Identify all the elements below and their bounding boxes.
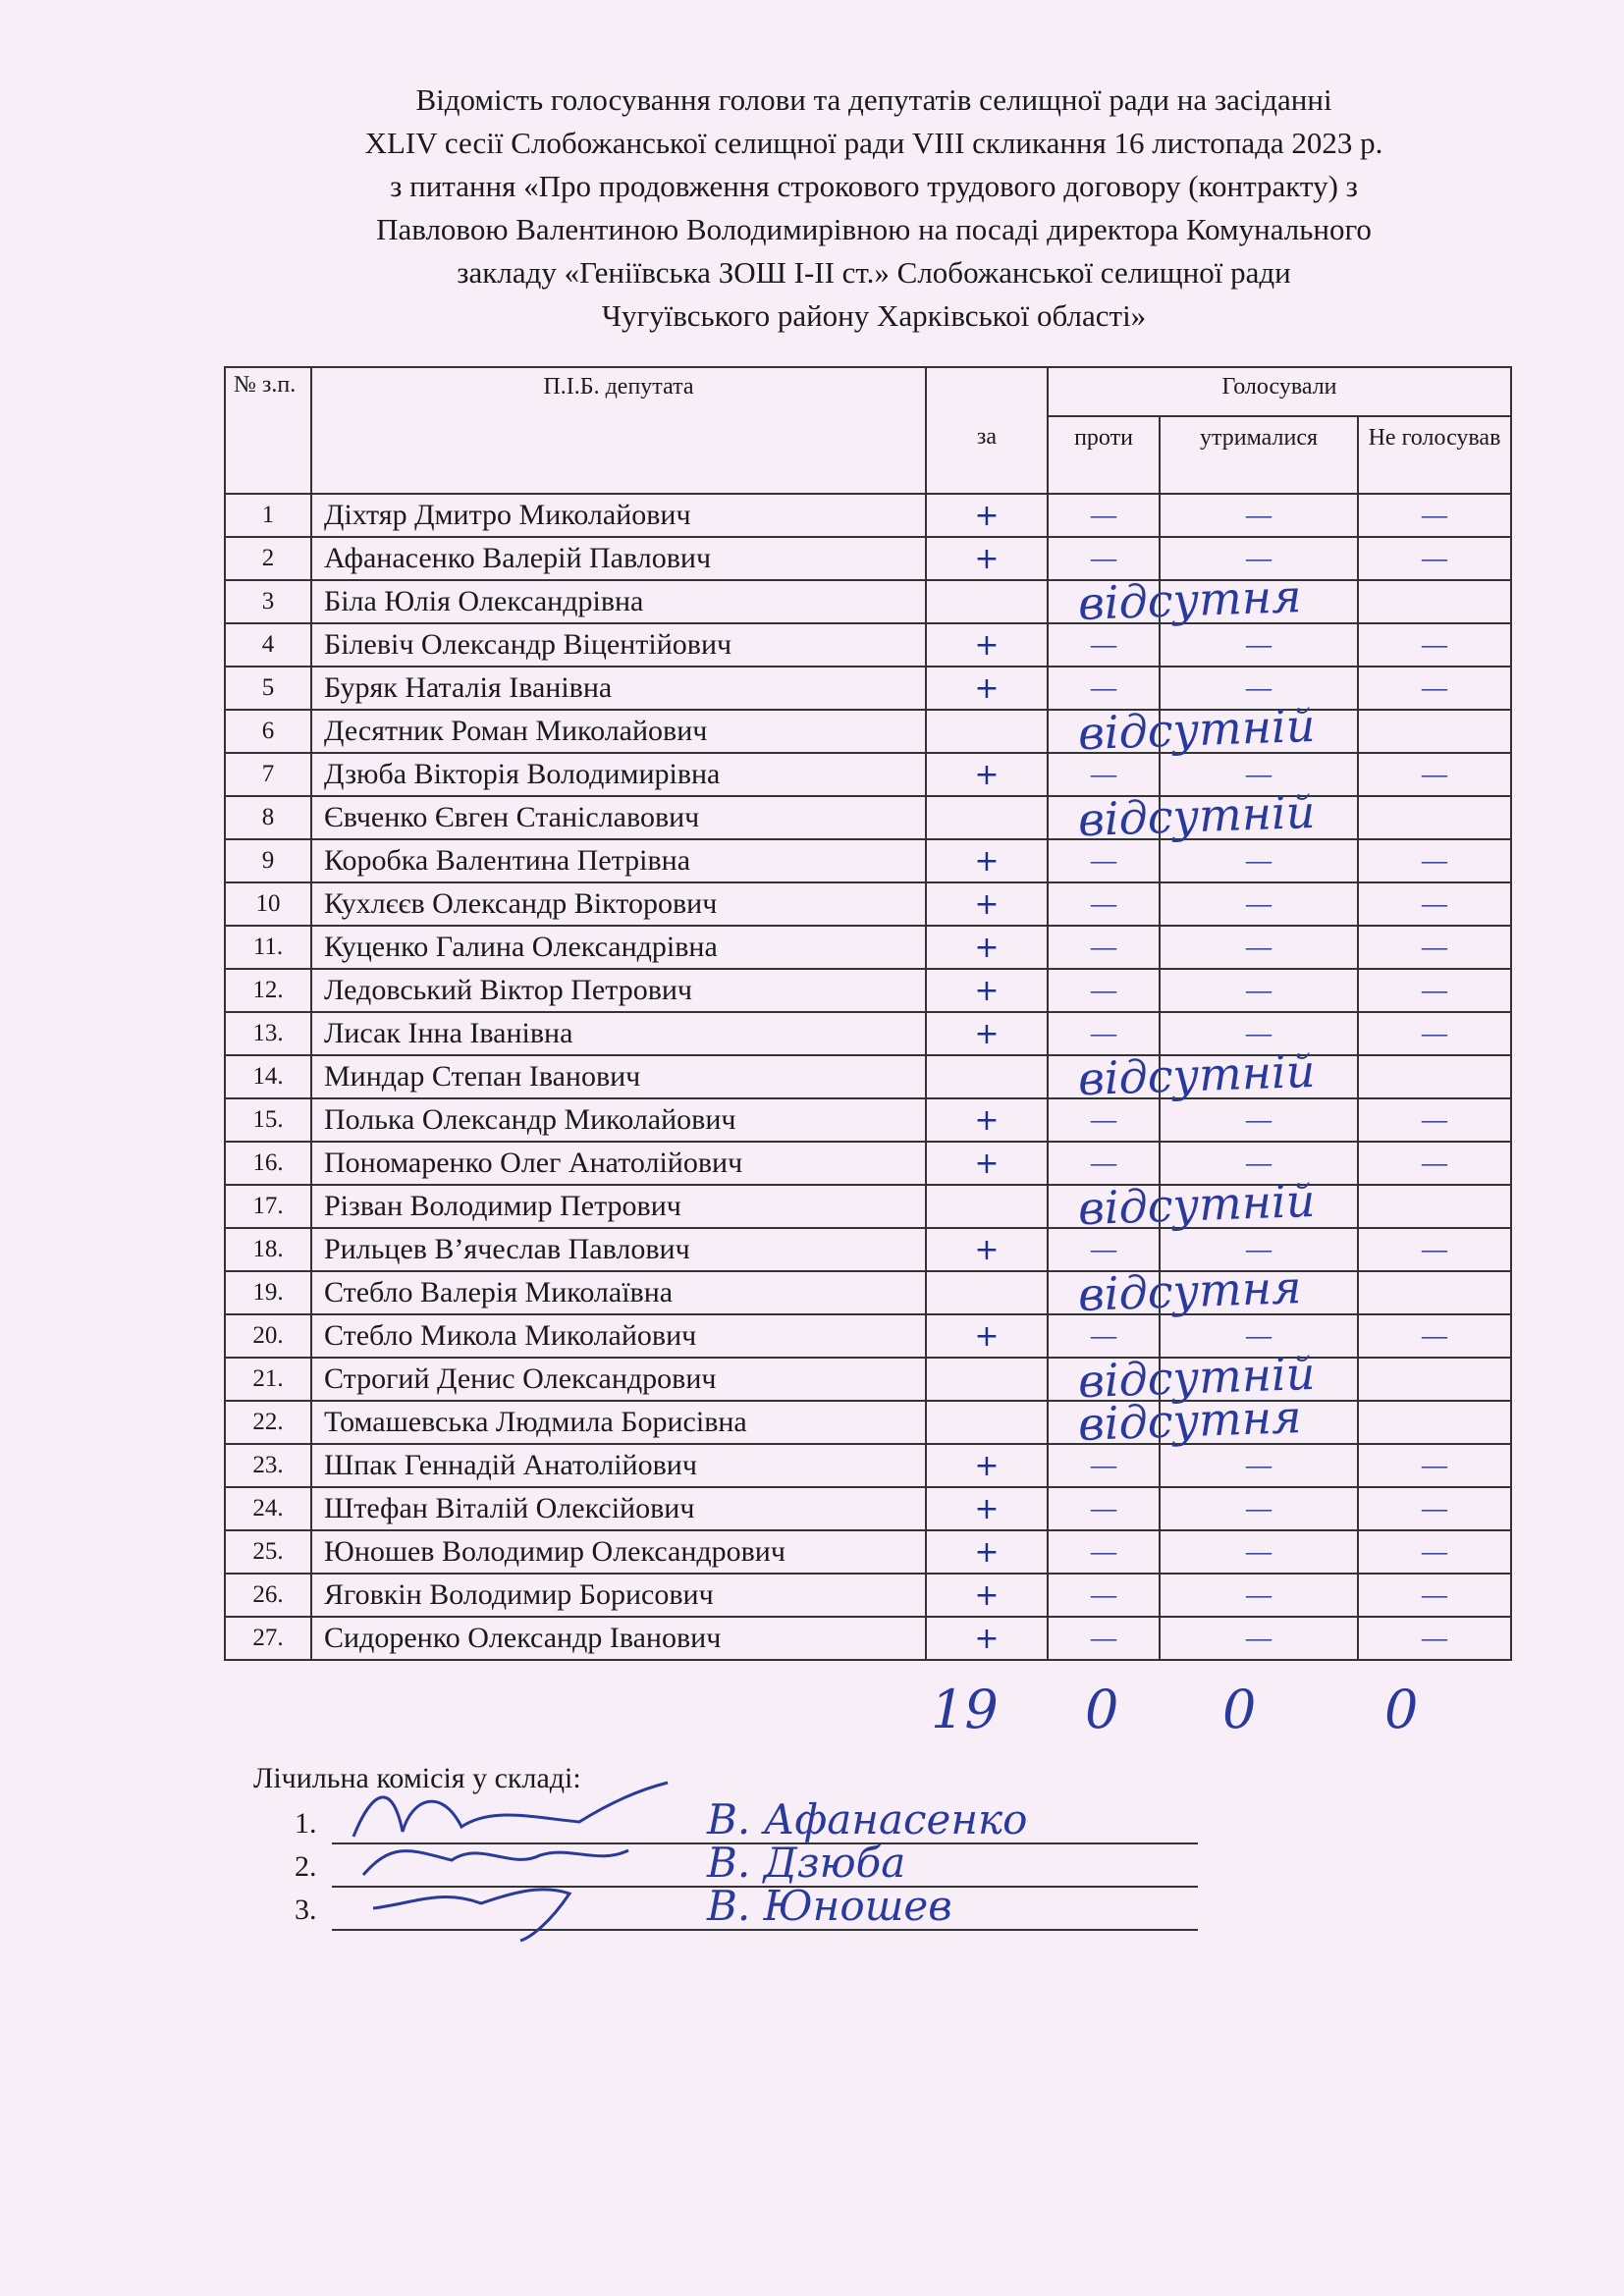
row-number: 11. bbox=[225, 926, 311, 969]
vote-against-cell: — bbox=[1048, 1574, 1160, 1617]
row-number: 25. bbox=[225, 1530, 311, 1574]
vote-for-cell: + bbox=[926, 753, 1048, 796]
deputy-name: Штефан Віталій Олексійович bbox=[311, 1487, 926, 1530]
vote-abstained-cell bbox=[1160, 1271, 1358, 1314]
vote-abstained-cell: — bbox=[1160, 882, 1358, 926]
deputy-name: Яговкін Володимир Борисович bbox=[311, 1574, 926, 1617]
row-number: 7 bbox=[225, 753, 311, 796]
vote-for-cell: + bbox=[926, 1012, 1048, 1055]
absent-note: відсутній bbox=[1077, 1346, 1317, 1409]
vote-against-cell bbox=[1048, 569, 1303, 630]
vote-not-voted-cell: — bbox=[1358, 1487, 1511, 1530]
absent-note: відсутній bbox=[1077, 1043, 1317, 1106]
vote-abstained-cell: — bbox=[1160, 1314, 1358, 1358]
header-num: № з.п. bbox=[225, 367, 311, 494]
deputy-name: Томашевська Людмила Борисівна bbox=[311, 1401, 926, 1444]
row-number: 12. bbox=[225, 969, 311, 1012]
row-number: 23. bbox=[225, 1444, 311, 1487]
header-against: проти bbox=[1048, 416, 1160, 494]
vote-against-cell: — bbox=[1048, 667, 1160, 710]
table-row bbox=[225, 1271, 1511, 1314]
vote-not-voted-cell: — bbox=[1358, 667, 1511, 710]
table-row bbox=[225, 1617, 1511, 1660]
table-row bbox=[225, 839, 1511, 882]
vote-for-cell: + bbox=[926, 926, 1048, 969]
deputy-name: Сидоренко Олександр Іванович bbox=[311, 1617, 926, 1660]
vote-for-cell bbox=[926, 1055, 1048, 1098]
vote-abstained-cell bbox=[1160, 1401, 1358, 1444]
table-row bbox=[225, 1185, 1511, 1228]
vote-against-cell: — bbox=[1048, 494, 1160, 537]
total-abstained: 0 bbox=[1222, 1679, 1257, 1740]
table-row bbox=[225, 1444, 1511, 1487]
document-title bbox=[226, 79, 1522, 338]
row-number: 8 bbox=[225, 796, 311, 839]
vote-for-cell: + bbox=[926, 537, 1048, 580]
vote-for-cell bbox=[926, 710, 1048, 753]
vote-not-voted-cell bbox=[1358, 1185, 1511, 1228]
deputy-name: Білевіч Олександр Віцентійович bbox=[311, 623, 926, 667]
deputy-name: Стебло Валерія Миколаївна bbox=[311, 1271, 926, 1314]
vote-for-cell: + bbox=[926, 667, 1048, 710]
header-blank bbox=[926, 367, 1048, 416]
member-name: В. Дзюба bbox=[707, 1839, 906, 1887]
header-abstained: утрималися bbox=[1160, 416, 1358, 494]
vote-not-voted-cell: — bbox=[1358, 1314, 1511, 1358]
total-for: 19 bbox=[931, 1679, 999, 1740]
table-row bbox=[225, 494, 1511, 537]
title-line: Відомість голосування голови та депутатів селищної ради на засіданні bbox=[415, 82, 1332, 117]
deputy-name: Діхтяр Дмитро Миколайович bbox=[311, 494, 926, 537]
table-row bbox=[225, 1142, 1511, 1185]
vote-against-cell: — bbox=[1048, 623, 1160, 667]
vote-not-voted-cell bbox=[1358, 1401, 1511, 1444]
table-row bbox=[225, 1574, 1511, 1617]
absent-note: відсутня bbox=[1077, 569, 1303, 630]
row-number: 22. bbox=[225, 1401, 311, 1444]
table-row bbox=[225, 1055, 1511, 1098]
member-index: 3. bbox=[295, 1894, 317, 1926]
vote-for-cell: + bbox=[926, 1487, 1048, 1530]
vote-not-voted-cell bbox=[1358, 1358, 1511, 1401]
vote-not-voted-cell: — bbox=[1358, 753, 1511, 796]
vote-against-cell: — bbox=[1048, 839, 1160, 882]
vote-for-cell: + bbox=[926, 882, 1048, 926]
vote-against-cell bbox=[1048, 1043, 1317, 1106]
absent-note: відсутній bbox=[1077, 698, 1317, 761]
vote-not-voted-cell bbox=[1358, 796, 1511, 839]
row-number: 17. bbox=[225, 1185, 311, 1228]
vote-not-voted-cell: — bbox=[1358, 1617, 1511, 1660]
deputy-name: Кухлєєв Олександр Вікторович bbox=[311, 882, 926, 926]
vote-not-voted-cell: — bbox=[1358, 839, 1511, 882]
header-not-voted: Не голосував bbox=[1358, 416, 1511, 494]
vote-for-cell: + bbox=[926, 1574, 1048, 1617]
table-row bbox=[225, 1314, 1511, 1358]
table-row bbox=[225, 753, 1511, 796]
absent-note: відсутній bbox=[1077, 784, 1317, 847]
vote-against-cell: — bbox=[1048, 537, 1160, 580]
row-number: 13. bbox=[225, 1012, 311, 1055]
vote-not-voted-cell bbox=[1358, 580, 1511, 623]
deputy-name: Лисак Інна Іванівна bbox=[311, 1012, 926, 1055]
deputy-name: Біла Юлія Олександрівна bbox=[311, 580, 926, 623]
vote-against-cell bbox=[1048, 1390, 1303, 1451]
vote-not-voted-cell bbox=[1358, 710, 1511, 753]
vote-abstained-cell: — bbox=[1160, 537, 1358, 580]
vote-not-voted-cell: — bbox=[1358, 1228, 1511, 1271]
deputy-name: Пономаренко Олег Анатолійович bbox=[311, 1142, 926, 1185]
vote-against-cell: — bbox=[1048, 1530, 1160, 1574]
row-number: 5 bbox=[225, 667, 311, 710]
vote-for-cell: + bbox=[926, 623, 1048, 667]
vote-against-cell bbox=[1048, 698, 1317, 761]
vote-abstained-cell: — bbox=[1160, 1228, 1358, 1271]
vote-abstained-cell bbox=[1160, 1055, 1358, 1098]
header-voted: Голосували bbox=[1048, 367, 1511, 416]
deputy-name: Юношев Володимир Олександрович bbox=[311, 1530, 926, 1574]
vote-abstained-cell bbox=[1160, 580, 1358, 623]
vote-not-voted-cell: — bbox=[1358, 882, 1511, 926]
table-row bbox=[225, 580, 1511, 623]
table-row bbox=[225, 969, 1511, 1012]
absent-note: відсутня bbox=[1077, 1260, 1303, 1321]
vote-abstained-cell: — bbox=[1160, 1098, 1358, 1142]
vote-abstained-cell: — bbox=[1160, 1530, 1358, 1574]
absent-note: відсутній bbox=[1077, 1173, 1317, 1236]
deputy-name: Дзюба Вікторія Володимирівна bbox=[311, 753, 926, 796]
table-row bbox=[225, 926, 1511, 969]
vote-for-cell bbox=[926, 796, 1048, 839]
vote-abstained-cell bbox=[1160, 710, 1358, 753]
vote-abstained-cell: — bbox=[1160, 926, 1358, 969]
title-line: закладу «Генiївська ЗОШ I-II ст.» Слобожанської селищної ради bbox=[457, 255, 1291, 290]
vote-not-voted-cell: — bbox=[1358, 494, 1511, 537]
row-number: 3 bbox=[225, 580, 311, 623]
member-index: 2. bbox=[295, 1850, 317, 1883]
row-number: 14. bbox=[225, 1055, 311, 1098]
row-number: 10 bbox=[225, 882, 311, 926]
table-row bbox=[225, 623, 1511, 667]
vote-abstained-cell bbox=[1160, 796, 1358, 839]
vote-abstained-cell: — bbox=[1160, 969, 1358, 1012]
vote-against-cell: — bbox=[1048, 1228, 1160, 1271]
vote-not-voted-cell: — bbox=[1358, 623, 1511, 667]
vote-not-voted-cell bbox=[1358, 1055, 1511, 1098]
row-number: 16. bbox=[225, 1142, 311, 1185]
member-index: 1. bbox=[295, 1807, 317, 1840]
table-row bbox=[225, 1228, 1511, 1271]
vote-against-cell: — bbox=[1048, 1012, 1160, 1055]
title-line: XLIV сесії Слобожанської селищної ради VIII скликання 16 листопада 2023 р. bbox=[364, 126, 1383, 160]
vote-for-cell: + bbox=[926, 1444, 1048, 1487]
vote-not-voted-cell: — bbox=[1358, 969, 1511, 1012]
vote-for-cell bbox=[926, 1358, 1048, 1401]
vote-for-cell: + bbox=[926, 1617, 1048, 1660]
vote-against-cell: — bbox=[1048, 1487, 1160, 1530]
row-number: 27. bbox=[225, 1617, 311, 1660]
vote-against-cell: — bbox=[1048, 969, 1160, 1012]
table-row bbox=[225, 1401, 1511, 1444]
row-number: 9 bbox=[225, 839, 311, 882]
vote-against-cell bbox=[1048, 1260, 1303, 1321]
vote-abstained-cell: — bbox=[1160, 839, 1358, 882]
table-row bbox=[225, 1530, 1511, 1574]
vote-for-cell: + bbox=[926, 969, 1048, 1012]
voting-table bbox=[224, 366, 1512, 1661]
vote-abstained-cell: — bbox=[1160, 667, 1358, 710]
table-row bbox=[225, 882, 1511, 926]
vote-abstained-cell: — bbox=[1160, 1487, 1358, 1530]
title-line: з питання «Про продовження строкового трудового договору (контракту) з bbox=[390, 169, 1358, 203]
vote-not-voted-cell bbox=[1358, 1271, 1511, 1314]
deputy-name: Строгий Денис Олександрович bbox=[311, 1358, 926, 1401]
deputy-name: Афанасенко Валерій Павлович bbox=[311, 537, 926, 580]
table-row bbox=[225, 667, 1511, 710]
deputy-name: Рильцев В’ячеслав Павлович bbox=[311, 1228, 926, 1271]
title-line: Павловою Валентиною Володимирівною на посаді директора Комунального bbox=[376, 212, 1372, 246]
title-line: Чугуївського району Харківської області» bbox=[601, 298, 1147, 333]
deputy-name: Коробка Валентина Петрівна bbox=[311, 839, 926, 882]
row-number: 21. bbox=[225, 1358, 311, 1401]
member-name: В. Юношев bbox=[707, 1882, 952, 1930]
vote-for-cell: + bbox=[926, 494, 1048, 537]
table-row bbox=[225, 1358, 1511, 1401]
vote-abstained-cell: — bbox=[1160, 1617, 1358, 1660]
vote-against-cell: — bbox=[1048, 753, 1160, 796]
table-row bbox=[225, 796, 1511, 839]
header-name: П.І.Б. депутата bbox=[311, 367, 926, 494]
vote-not-voted-cell: — bbox=[1358, 537, 1511, 580]
vote-for-cell bbox=[926, 1401, 1048, 1444]
vote-for-cell: + bbox=[926, 1228, 1048, 1271]
vote-abstained-cell: — bbox=[1160, 623, 1358, 667]
vote-against-cell: — bbox=[1048, 882, 1160, 926]
vote-against-cell: — bbox=[1048, 1142, 1160, 1185]
deputy-name: Куценко Галина Олександрівна bbox=[311, 926, 926, 969]
row-number: 4 bbox=[225, 623, 311, 667]
vote-against-cell: — bbox=[1048, 926, 1160, 969]
deputy-name: Буряк Наталія Іванівна bbox=[311, 667, 926, 710]
vote-abstained-cell: — bbox=[1160, 1444, 1358, 1487]
vote-against-cell bbox=[1048, 1346, 1317, 1409]
deputy-name: Десятник Роман Миколайович bbox=[311, 710, 926, 753]
vote-not-voted-cell: — bbox=[1358, 1574, 1511, 1617]
vote-against-cell: — bbox=[1048, 1617, 1160, 1660]
vote-for-cell: + bbox=[926, 839, 1048, 882]
deputy-name: Ледовський Віктор Петрович bbox=[311, 969, 926, 1012]
deputy-name: Стебло Микола Миколайович bbox=[311, 1314, 926, 1358]
vote-for-cell bbox=[926, 1271, 1048, 1314]
row-number: 1 bbox=[225, 494, 311, 537]
row-number: 6 bbox=[225, 710, 311, 753]
deputy-name: Шпак Геннадій Анатолійович bbox=[311, 1444, 926, 1487]
vote-not-voted-cell: — bbox=[1358, 1142, 1511, 1185]
vote-not-voted-cell: — bbox=[1358, 1012, 1511, 1055]
table-row bbox=[225, 1012, 1511, 1055]
header-for: за bbox=[926, 416, 1048, 494]
vote-abstained-cell: — bbox=[1160, 1142, 1358, 1185]
vote-abstained-cell: — bbox=[1160, 494, 1358, 537]
vote-abstained-cell: — bbox=[1160, 1574, 1358, 1617]
vote-for-cell: + bbox=[926, 1314, 1048, 1358]
deputy-name: Різван Володимир Петрович bbox=[311, 1185, 926, 1228]
vote-abstained-cell: — bbox=[1160, 1012, 1358, 1055]
absent-note: відсутня bbox=[1077, 1390, 1303, 1451]
row-number: 18. bbox=[225, 1228, 311, 1271]
row-number: 2 bbox=[225, 537, 311, 580]
deputy-name: Полька Олександр Миколайович bbox=[311, 1098, 926, 1142]
total-against: 0 bbox=[1085, 1679, 1119, 1740]
vote-not-voted-cell: — bbox=[1358, 1444, 1511, 1487]
signature-scribble bbox=[334, 1864, 687, 1943]
vote-against-cell: — bbox=[1048, 1444, 1160, 1487]
total-not-voted: 0 bbox=[1384, 1679, 1419, 1740]
vote-abstained-cell bbox=[1160, 1358, 1358, 1401]
vote-not-voted-cell: — bbox=[1358, 926, 1511, 969]
row-number: 19. bbox=[225, 1271, 311, 1314]
deputy-name: Євченко Євген Станіславович bbox=[311, 796, 926, 839]
commission-member bbox=[295, 1882, 1198, 1931]
vote-against-cell bbox=[1048, 1173, 1317, 1236]
row-number: 20. bbox=[225, 1314, 311, 1358]
vote-not-voted-cell: — bbox=[1358, 1530, 1511, 1574]
vote-for-cell: + bbox=[926, 1530, 1048, 1574]
vote-against-cell bbox=[1048, 784, 1317, 847]
table-row bbox=[225, 537, 1511, 580]
vote-for-cell: + bbox=[926, 1142, 1048, 1185]
row-number: 26. bbox=[225, 1574, 311, 1617]
row-number: 24. bbox=[225, 1487, 311, 1530]
row-number: 15. bbox=[225, 1098, 311, 1142]
deputy-name: Миндар Степан Іванович bbox=[311, 1055, 926, 1098]
vote-abstained-cell bbox=[1160, 1185, 1358, 1228]
member-name: В. Афанасенко bbox=[707, 1795, 1028, 1843]
table-row bbox=[225, 1098, 1511, 1142]
table-row bbox=[225, 710, 1511, 753]
vote-for-cell bbox=[926, 580, 1048, 623]
vote-against-cell: — bbox=[1048, 1098, 1160, 1142]
vote-abstained-cell: — bbox=[1160, 753, 1358, 796]
commission-label: Лічильна комісія у складі: bbox=[253, 1762, 581, 1794]
vote-for-cell bbox=[926, 1185, 1048, 1228]
vote-not-voted-cell: — bbox=[1358, 1098, 1511, 1142]
vote-for-cell: + bbox=[926, 1098, 1048, 1142]
vote-against-cell: — bbox=[1048, 1314, 1160, 1358]
table-row bbox=[225, 1487, 1511, 1530]
